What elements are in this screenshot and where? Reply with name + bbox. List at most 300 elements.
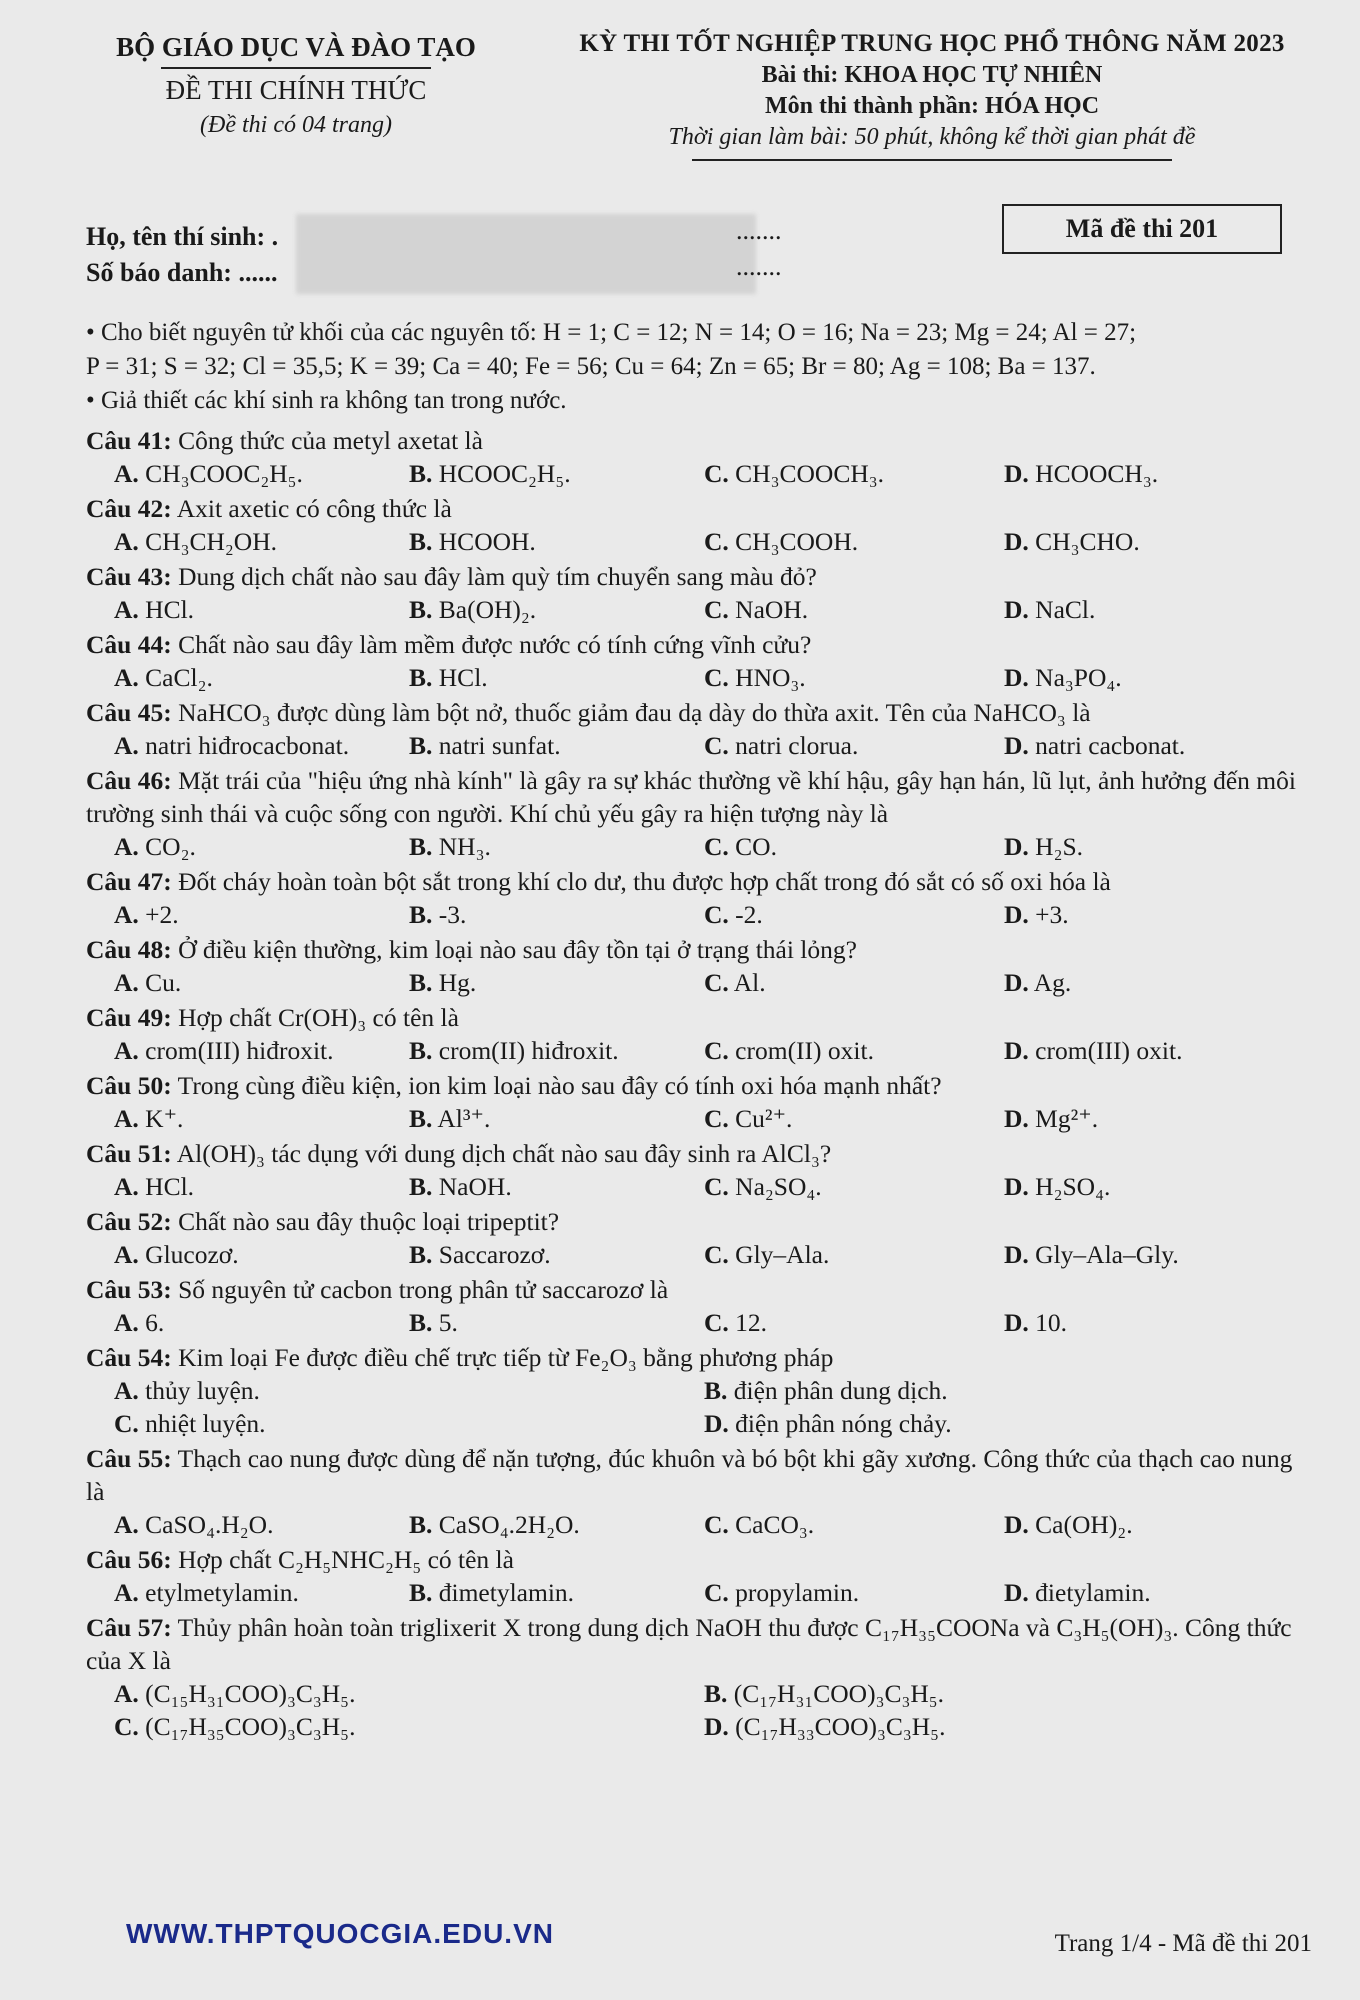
option-text: crom(II) oxit. <box>735 1036 874 1065</box>
option-text: 12. <box>735 1308 768 1337</box>
option-letter: C. <box>704 968 729 997</box>
answer-option-a <box>114 898 409 931</box>
question-number: Câu 42: <box>86 494 172 523</box>
question-stem <box>86 694 1312 729</box>
answer-options <box>86 830 1312 863</box>
option-letter: D. <box>1004 900 1029 929</box>
question-text: Mặt trái của "hiệu ứng nhà kính" là gây ra sự khác thường về khí hậu, gây hạn hán, lũ lụt, ảnh hưởng đến môi trường sinh thái và cuộc sống con người. Khí chủ yếu gây ra hiện tượng này là <box>86 766 1296 828</box>
id-dots: ....... <box>736 252 782 281</box>
option-text: CaSO₄.H₂O. <box>145 1510 274 1539</box>
question-stem <box>86 1135 1312 1170</box>
question-text: Trong cùng điều kiện, ion kim loại nào sau đây có tính oxi hóa mạnh nhất? <box>177 1071 942 1100</box>
question-text: Kim loại Fe được điều chế trực tiếp từ Fe₂O₃ bằng phương pháp <box>178 1343 834 1372</box>
question-number: Câu 51: <box>86 1139 172 1168</box>
question-text: Axit axetic có công thức là <box>176 494 452 523</box>
option-letter: C. <box>114 1409 139 1438</box>
option-text: Al. <box>733 968 766 997</box>
answer-option-c <box>704 1576 1004 1609</box>
question-item <box>86 490 1312 558</box>
question-stem <box>86 1271 1312 1306</box>
question-item <box>86 1541 1312 1609</box>
question-item <box>86 1067 1312 1135</box>
option-text: crom(II) hiđroxit. <box>438 1036 619 1065</box>
student-name-label: Họ, tên thí sinh: . <box>86 222 279 251</box>
answer-option-c <box>114 1407 704 1440</box>
question-text: NaHCO₃ được dùng làm bột nở, thuốc giảm đau dạ dày do thừa axit. Tên của NaHCO₃ là <box>178 698 1091 727</box>
question-number: Câu 48: <box>86 935 172 964</box>
option-text: (C₁₇H₃₁COO)₃C₃H₅. <box>733 1679 945 1708</box>
option-letter: C. <box>704 527 729 556</box>
answer-option-a <box>114 1238 409 1271</box>
option-letter: B. <box>409 1308 433 1337</box>
option-text: -3. <box>438 900 467 929</box>
answer-option-b <box>409 966 704 999</box>
option-text: Ba(OH)₂. <box>438 595 537 624</box>
answer-option-a <box>114 457 409 490</box>
question-item <box>86 1440 1312 1541</box>
answer-options <box>86 525 1312 558</box>
question-item <box>86 694 1312 762</box>
answer-option-a <box>114 661 409 694</box>
option-letter: A. <box>114 1240 139 1269</box>
answer-option-b <box>409 1576 704 1609</box>
answer-option-b <box>409 729 704 762</box>
question-number: Câu 49: <box>86 1003 172 1032</box>
question-stem <box>86 999 1312 1034</box>
option-letter: A. <box>114 1510 139 1539</box>
option-text: HNO₃. <box>735 663 806 692</box>
answer-option-c <box>704 593 1004 626</box>
answer-option-c <box>704 1508 1004 1541</box>
option-text: Mg²⁺. <box>1035 1104 1099 1133</box>
option-text: CaSO₄.2H₂O. <box>438 1510 580 1539</box>
option-letter: D. <box>1004 731 1029 760</box>
header-left <box>86 30 506 180</box>
option-text: CaCl₂. <box>145 663 213 692</box>
option-letter: B. <box>409 595 433 624</box>
answer-option-b <box>409 1508 704 1541</box>
question-item <box>86 1339 1312 1440</box>
option-letter: B. <box>409 1240 433 1269</box>
option-letter: B. <box>704 1376 728 1405</box>
option-letter: B. <box>409 900 433 929</box>
question-number: Câu 54: <box>86 1343 172 1372</box>
question-stem <box>86 1609 1312 1677</box>
option-letter: B. <box>409 527 433 556</box>
option-text: natri cacbonat. <box>1035 731 1186 760</box>
option-letter: A. <box>114 968 139 997</box>
question-item <box>86 1135 1312 1203</box>
answer-option-c <box>704 729 1004 762</box>
question-number: Câu 44: <box>86 630 172 659</box>
option-text: CH₃COOH. <box>735 527 859 556</box>
answer-option-b <box>409 1238 704 1271</box>
answer-options <box>86 1576 1312 1609</box>
footer-page-number: Trang 1/4 - Mã đề thi 201 <box>1054 1930 1312 1957</box>
question-item <box>86 1203 1312 1271</box>
option-text: Glucozơ. <box>145 1240 239 1269</box>
answer-options <box>86 966 1312 999</box>
option-text: Na₃PO₄. <box>1035 663 1122 692</box>
question-text: Thủy phân hoàn toàn triglixerit X trong dung dịch NaOH thu được C₁₇H₃₅COONa và C₃H₅(OH)₃. Công thức của X là <box>86 1613 1292 1675</box>
option-letter: B. <box>409 1578 433 1607</box>
option-letter: D. <box>1004 1578 1029 1607</box>
option-text: HCOOCH₃. <box>1035 459 1159 488</box>
answer-options <box>86 1170 1312 1203</box>
question-stem <box>86 1339 1312 1374</box>
option-letter: B. <box>704 1679 728 1708</box>
option-letter: C. <box>704 1240 729 1269</box>
answer-option-d <box>1004 966 1299 999</box>
answer-option-d <box>1004 1102 1299 1135</box>
option-text: 10. <box>1035 1308 1068 1337</box>
option-letter: C. <box>704 663 729 692</box>
option-text: H₂SO₄. <box>1035 1172 1111 1201</box>
exam-time: Thời gian làm bài: 50 phút, không kể thời gian phát đề <box>668 124 1196 150</box>
question-number: Câu 57: <box>86 1613 172 1642</box>
answer-option-b <box>409 830 704 863</box>
answer-options <box>86 1677 1312 1743</box>
option-letter: A. <box>114 1104 139 1133</box>
exam-subject: Bài thi: KHOA HỌC TỰ NHIÊN <box>761 62 1103 88</box>
option-text: đietylamin. <box>1035 1578 1151 1607</box>
option-letter: D. <box>1004 832 1029 861</box>
question-stem <box>86 490 1312 525</box>
option-text: natri sunfat. <box>438 731 561 760</box>
answer-option-c <box>704 661 1004 694</box>
answer-options <box>86 1238 1312 1271</box>
question-text: Chất nào sau đây thuộc loại tripeptit? <box>178 1207 560 1236</box>
option-letter: B. <box>409 1510 433 1539</box>
option-letter: B. <box>409 968 433 997</box>
question-number: Câu 47: <box>86 867 172 896</box>
question-text: Chất nào sau đây làm mềm được nước có tính cứng vĩnh cửu? <box>178 630 812 659</box>
question-text: Đốt cháy hoàn toàn bột sắt trong khí clo dư, thu được hợp chất trong đó sắt có số oxi hóa là <box>178 867 1111 896</box>
option-text: CH₃COOC₂H₅. <box>145 459 303 488</box>
option-letter: D. <box>1004 1510 1029 1539</box>
exam-component: Môn thi thành phần: HÓA HỌC <box>764 93 1100 119</box>
time-underline <box>692 159 1172 161</box>
atomic-mass-line-1: • Cho biết nguyên tử khối của các nguyên tố: H = 1; C = 12; N = 14; O = 16; Na = 23; Mg = 24; Al = 27; <box>86 319 1137 346</box>
option-text: propylamin. <box>735 1578 860 1607</box>
option-text: H₂S. <box>1035 832 1084 861</box>
answer-option-c <box>704 1034 1004 1067</box>
option-letter: D. <box>1004 1036 1029 1065</box>
question-item <box>86 762 1312 863</box>
option-text: NaOH. <box>735 595 809 624</box>
question-stem <box>86 863 1312 898</box>
question-text: Số nguyên tử cacbon trong phân tử saccarozơ là <box>178 1275 669 1304</box>
page-count-note: (Đề thi có 04 trang) <box>200 112 392 138</box>
answer-option-d <box>704 1407 1304 1440</box>
option-text: đimetylamin. <box>438 1578 575 1607</box>
option-letter: A. <box>114 832 139 861</box>
option-text: CH₃CHO. <box>1035 527 1140 556</box>
exam-notes <box>86 316 1312 418</box>
question-item <box>86 1271 1312 1339</box>
answer-options <box>86 1034 1312 1067</box>
option-letter: D. <box>1004 663 1029 692</box>
ministry-underline <box>161 67 431 69</box>
question-number: Câu 53: <box>86 1275 172 1304</box>
option-text: natri hiđrocacbonat. <box>145 731 350 760</box>
answer-option-d <box>1004 898 1299 931</box>
question-number: Câu 45: <box>86 698 172 727</box>
answer-option-d <box>1004 1576 1299 1609</box>
answer-option-a <box>114 830 409 863</box>
answer-option-d <box>1004 1238 1299 1271</box>
option-letter: A. <box>114 1679 139 1708</box>
option-text: Ag. <box>1033 968 1072 997</box>
option-letter: D. <box>1004 527 1029 556</box>
answer-option-c <box>704 966 1004 999</box>
question-text: Thạch cao nung được dùng để nặn tượng, đúc khuôn và bó bột khi gãy xương. Công thức của thạch cao nung là <box>86 1444 1293 1506</box>
answer-option-a <box>114 593 409 626</box>
option-letter: B. <box>409 1104 433 1133</box>
answer-option-c <box>704 1102 1004 1135</box>
question-number: Câu 46: <box>86 766 172 795</box>
student-id-label: Số báo danh: ...... <box>86 258 278 287</box>
answer-option-c <box>704 830 1004 863</box>
answer-option-b <box>409 1170 704 1203</box>
option-letter: A. <box>114 663 139 692</box>
option-letter: C. <box>114 1712 139 1741</box>
question-text: Công thức của metyl axetat là <box>178 426 483 455</box>
exam-title: KỲ THI TỐT NGHIỆP TRUNG HỌC PHỔ THÔNG NĂM 2023 <box>579 30 1285 57</box>
answer-option-c <box>704 1170 1004 1203</box>
question-item <box>86 999 1312 1067</box>
option-letter: D. <box>704 1409 729 1438</box>
option-letter: D. <box>1004 1104 1029 1133</box>
option-letter: A. <box>114 1376 139 1405</box>
answer-option-a <box>114 1374 704 1407</box>
option-letter: B. <box>409 731 433 760</box>
option-letter: C. <box>704 1308 729 1337</box>
answer-option-b <box>409 1102 704 1135</box>
option-letter: C. <box>704 595 729 624</box>
option-letter: C. <box>704 459 729 488</box>
option-text: CH₃CH₂OH. <box>145 527 278 556</box>
answer-option-b <box>704 1374 1304 1407</box>
option-letter: B. <box>409 459 433 488</box>
question-list <box>86 422 1312 1743</box>
answer-option-d <box>1004 830 1299 863</box>
option-text: -2. <box>735 900 763 929</box>
question-stem <box>86 1067 1312 1102</box>
question-item <box>86 422 1312 490</box>
atomic-mass-line-2: P = 31; S = 32; Cl = 35,5; K = 39; Ca = 40; Fe = 56; Cu = 64; Zn = 65; Br = 80; Ag = 108; Ba = 137. <box>86 353 1096 380</box>
answer-option-d <box>1004 661 1299 694</box>
answer-option-c <box>114 1710 704 1743</box>
option-letter: B. <box>409 663 433 692</box>
question-number: Câu 52: <box>86 1207 172 1236</box>
answer-options <box>86 898 1312 931</box>
footer-website: WWW.THPTQUOCGIA.EDU.VN <box>126 1918 554 1949</box>
answer-option-b <box>409 457 704 490</box>
answer-options <box>86 593 1312 626</box>
answer-option-b <box>409 898 704 931</box>
option-text: +3. <box>1035 900 1069 929</box>
question-number: Câu 56: <box>86 1545 172 1574</box>
answer-option-c <box>704 1306 1004 1339</box>
option-text: NH₃. <box>438 832 491 861</box>
option-letter: D. <box>1004 1308 1029 1337</box>
option-text: Ca(OH)₂. <box>1035 1510 1133 1539</box>
option-text: điện phân dung dịch. <box>733 1376 948 1405</box>
option-text: 6. <box>145 1308 165 1337</box>
answer-option-a <box>114 1034 409 1067</box>
answer-option-d <box>1004 729 1299 762</box>
official-label: ĐỀ THI CHÍNH THỨC <box>165 75 427 105</box>
question-text: Hợp chất C₂H₅NHC₂H₅ có tên là <box>178 1545 514 1574</box>
option-letter: D. <box>1004 595 1029 624</box>
answer-option-c <box>704 525 1004 558</box>
option-text: Saccarozơ. <box>438 1240 551 1269</box>
option-text: HCl. <box>438 663 488 692</box>
answer-option-b <box>704 1677 1304 1710</box>
option-letter: D. <box>1004 1240 1029 1269</box>
question-item <box>86 626 1312 694</box>
answer-option-a <box>114 729 409 762</box>
exam-header <box>86 30 1312 180</box>
redacted-area <box>296 214 756 294</box>
option-letter: D. <box>1004 1172 1029 1201</box>
question-stem <box>86 422 1312 457</box>
option-text: thủy luyện. <box>145 1376 260 1405</box>
answer-option-d <box>1004 1034 1299 1067</box>
question-stem <box>86 626 1312 661</box>
option-text: Al³⁺. <box>437 1104 491 1133</box>
option-letter: A. <box>114 1036 139 1065</box>
answer-options <box>86 1306 1312 1339</box>
option-letter: C. <box>704 1036 729 1065</box>
option-text: Gly–Ala. <box>735 1240 830 1269</box>
question-number: Câu 50: <box>86 1071 172 1100</box>
question-item <box>86 931 1312 999</box>
option-text: 5. <box>438 1308 458 1337</box>
option-letter: A. <box>114 595 139 624</box>
exam-code-box: Mã đề thi 201 <box>1002 204 1282 254</box>
answer-options <box>86 729 1312 762</box>
question-text: Ở điều kiện thường, kim loại nào sau đây tồn tại ở trạng thái lỏng? <box>178 935 857 964</box>
option-text: HCl. <box>145 595 195 624</box>
answer-option-a <box>114 1508 409 1541</box>
answer-option-b <box>409 661 704 694</box>
header-right <box>552 30 1312 180</box>
answer-option-b <box>409 593 704 626</box>
ministry-name: BỘ GIÁO DỤC VÀ ĐÀO TẠO <box>116 32 476 62</box>
question-stem <box>86 1541 1312 1576</box>
option-text: K⁺. <box>145 1104 184 1133</box>
answer-options <box>86 1374 1312 1440</box>
option-text: HCOOC₂H₅. <box>438 459 571 488</box>
option-text: crom(III) hiđroxit. <box>145 1036 334 1065</box>
option-text: Cu. <box>145 968 182 997</box>
answer-option-a <box>114 1170 409 1203</box>
answer-option-b <box>409 525 704 558</box>
option-text: HCOOH. <box>438 527 536 556</box>
option-letter: C. <box>704 1578 729 1607</box>
answer-option-a <box>114 1306 409 1339</box>
answer-option-d <box>1004 1508 1299 1541</box>
option-text: nhiệt luyện. <box>145 1409 266 1438</box>
answer-options <box>86 1508 1312 1541</box>
option-letter: D. <box>1004 459 1029 488</box>
option-letter: A. <box>114 1578 139 1607</box>
option-letter: A. <box>114 900 139 929</box>
option-letter: B. <box>409 832 433 861</box>
answer-option-c <box>704 1238 1004 1271</box>
option-letter: A. <box>114 1308 139 1337</box>
option-letter: A. <box>114 459 139 488</box>
question-number: Câu 55: <box>86 1444 172 1473</box>
answer-option-d <box>1004 525 1299 558</box>
option-text: Cu²⁺. <box>735 1104 793 1133</box>
answer-option-b <box>409 1306 704 1339</box>
answer-option-b <box>409 1034 704 1067</box>
name-dots: ....... <box>736 216 782 245</box>
answer-options <box>86 457 1312 490</box>
option-text: NaOH. <box>438 1172 512 1201</box>
option-text: điện phân nóng chảy. <box>735 1409 952 1438</box>
option-letter: A. <box>114 731 139 760</box>
option-text: CO. <box>735 832 777 861</box>
option-text: Hg. <box>438 968 477 997</box>
answer-option-c <box>704 898 1004 931</box>
option-text: (C₁₇H₃₅COO)₃C₃H₅. <box>145 1712 356 1741</box>
option-text: Na₂SO₄. <box>735 1172 822 1201</box>
answer-option-d <box>1004 1306 1299 1339</box>
option-letter: D. <box>1004 968 1029 997</box>
option-text: +2. <box>145 900 179 929</box>
option-letter: C. <box>704 832 729 861</box>
question-item <box>86 863 1312 931</box>
question-item <box>86 1609 1312 1743</box>
option-text: CaCO₃. <box>735 1510 815 1539</box>
answer-options <box>86 661 1312 694</box>
option-letter: C. <box>704 1172 729 1201</box>
option-text: crom(III) oxit. <box>1035 1036 1183 1065</box>
question-text: Dung dịch chất nào sau đây làm quỳ tím chuyển sang màu đỏ? <box>178 562 817 591</box>
option-letter: C. <box>704 731 729 760</box>
answer-option-a <box>114 966 409 999</box>
option-text: natri clorua. <box>735 731 859 760</box>
student-info <box>86 212 1312 316</box>
question-stem <box>86 1440 1312 1508</box>
option-letter: A. <box>114 527 139 556</box>
option-letter: B. <box>409 1172 433 1201</box>
answer-option-d <box>704 1710 1304 1743</box>
gas-assumption: • Giả thiết các khí sinh ra không tan trong nước. <box>86 387 567 414</box>
question-stem <box>86 762 1312 830</box>
question-text: Hợp chất Cr(OH)₃ có tên là <box>178 1003 459 1032</box>
option-text: NaCl. <box>1035 595 1096 624</box>
question-number: Câu 43: <box>86 562 172 591</box>
answer-option-a <box>114 1677 704 1710</box>
question-number: Câu 41: <box>86 426 172 455</box>
option-text: etylmetylamin. <box>145 1578 299 1607</box>
question-item <box>86 558 1312 626</box>
option-letter: C. <box>704 1510 729 1539</box>
option-letter: B. <box>409 1036 433 1065</box>
option-text: (C₁₅H₃₁COO)₃C₃H₅. <box>145 1679 356 1708</box>
answer-option-a <box>114 525 409 558</box>
option-text: HCl. <box>145 1172 195 1201</box>
answer-option-c <box>704 457 1004 490</box>
option-letter: C. <box>704 900 729 929</box>
question-stem <box>86 558 1312 593</box>
answer-option-d <box>1004 1170 1299 1203</box>
